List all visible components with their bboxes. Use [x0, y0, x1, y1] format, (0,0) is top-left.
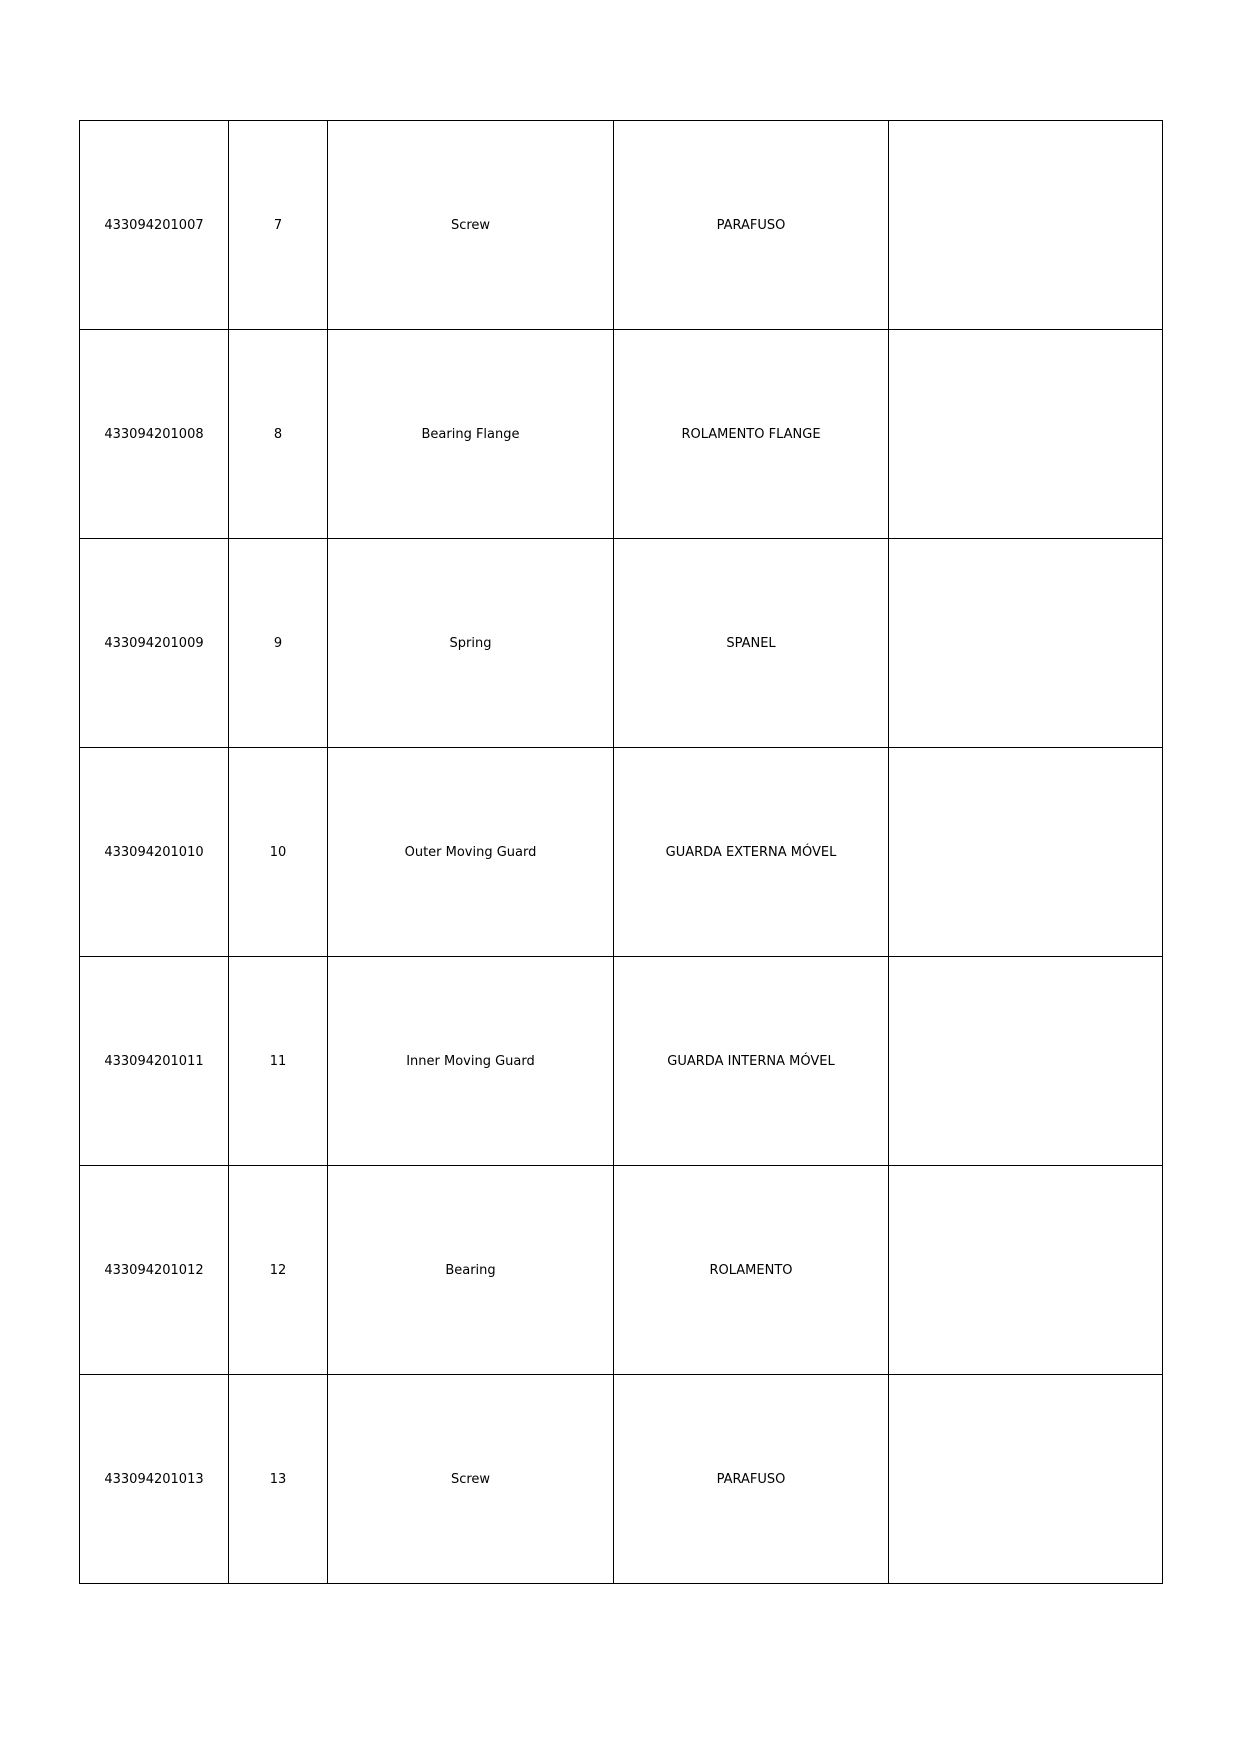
description-en-cell: Bearing Flange — [328, 330, 614, 539]
part-number-cell: 433094201010 — [80, 748, 229, 957]
part-number-cell: 433094201011 — [80, 957, 229, 1166]
item-number-cell: 12 — [229, 1166, 328, 1375]
table-row — [80, 1375, 1163, 1584]
table-row — [80, 1166, 1163, 1375]
description-en-cell: Screw — [328, 121, 614, 330]
description-pt-cell: PARAFUSO — [614, 1375, 889, 1584]
parts-table-body — [80, 121, 1163, 1584]
description-en-cell: Spring — [328, 539, 614, 748]
notes-cell — [889, 1375, 1163, 1584]
description-en-cell: Bearing — [328, 1166, 614, 1375]
description-pt-cell: ROLAMENTO — [614, 1166, 889, 1375]
table-row — [80, 121, 1163, 330]
parts-table — [79, 120, 1163, 1584]
table-row — [80, 330, 1163, 539]
description-pt-cell: GUARDA EXTERNA MÓVEL — [614, 748, 889, 957]
part-number-cell: 433094201012 — [80, 1166, 229, 1375]
notes-cell — [889, 121, 1163, 330]
description-en-cell: Outer Moving Guard — [328, 748, 614, 957]
notes-cell — [889, 330, 1163, 539]
description-pt-cell: SPANEL — [614, 539, 889, 748]
notes-cell — [889, 1166, 1163, 1375]
item-number-cell: 11 — [229, 957, 328, 1166]
description-pt-cell: PARAFUSO — [614, 121, 889, 330]
part-number-cell: 433094201007 — [80, 121, 229, 330]
notes-cell — [889, 748, 1163, 957]
part-number-cell: 433094201009 — [80, 539, 229, 748]
description-pt-cell: ROLAMENTO FLANGE — [614, 330, 889, 539]
item-number-cell: 7 — [229, 121, 328, 330]
item-number-cell: 13 — [229, 1375, 328, 1584]
notes-cell — [889, 957, 1163, 1166]
part-number-cell: 433094201013 — [80, 1375, 229, 1584]
item-number-cell: 9 — [229, 539, 328, 748]
description-en-cell: Inner Moving Guard — [328, 957, 614, 1166]
notes-cell — [889, 539, 1163, 748]
description-en-cell: Screw — [328, 1375, 614, 1584]
table-row — [80, 748, 1163, 957]
table-row — [80, 539, 1163, 748]
part-number-cell: 433094201008 — [80, 330, 229, 539]
item-number-cell: 8 — [229, 330, 328, 539]
item-number-cell: 10 — [229, 748, 328, 957]
description-pt-cell: GUARDA INTERNA MÓVEL — [614, 957, 889, 1166]
table-row — [80, 957, 1163, 1166]
